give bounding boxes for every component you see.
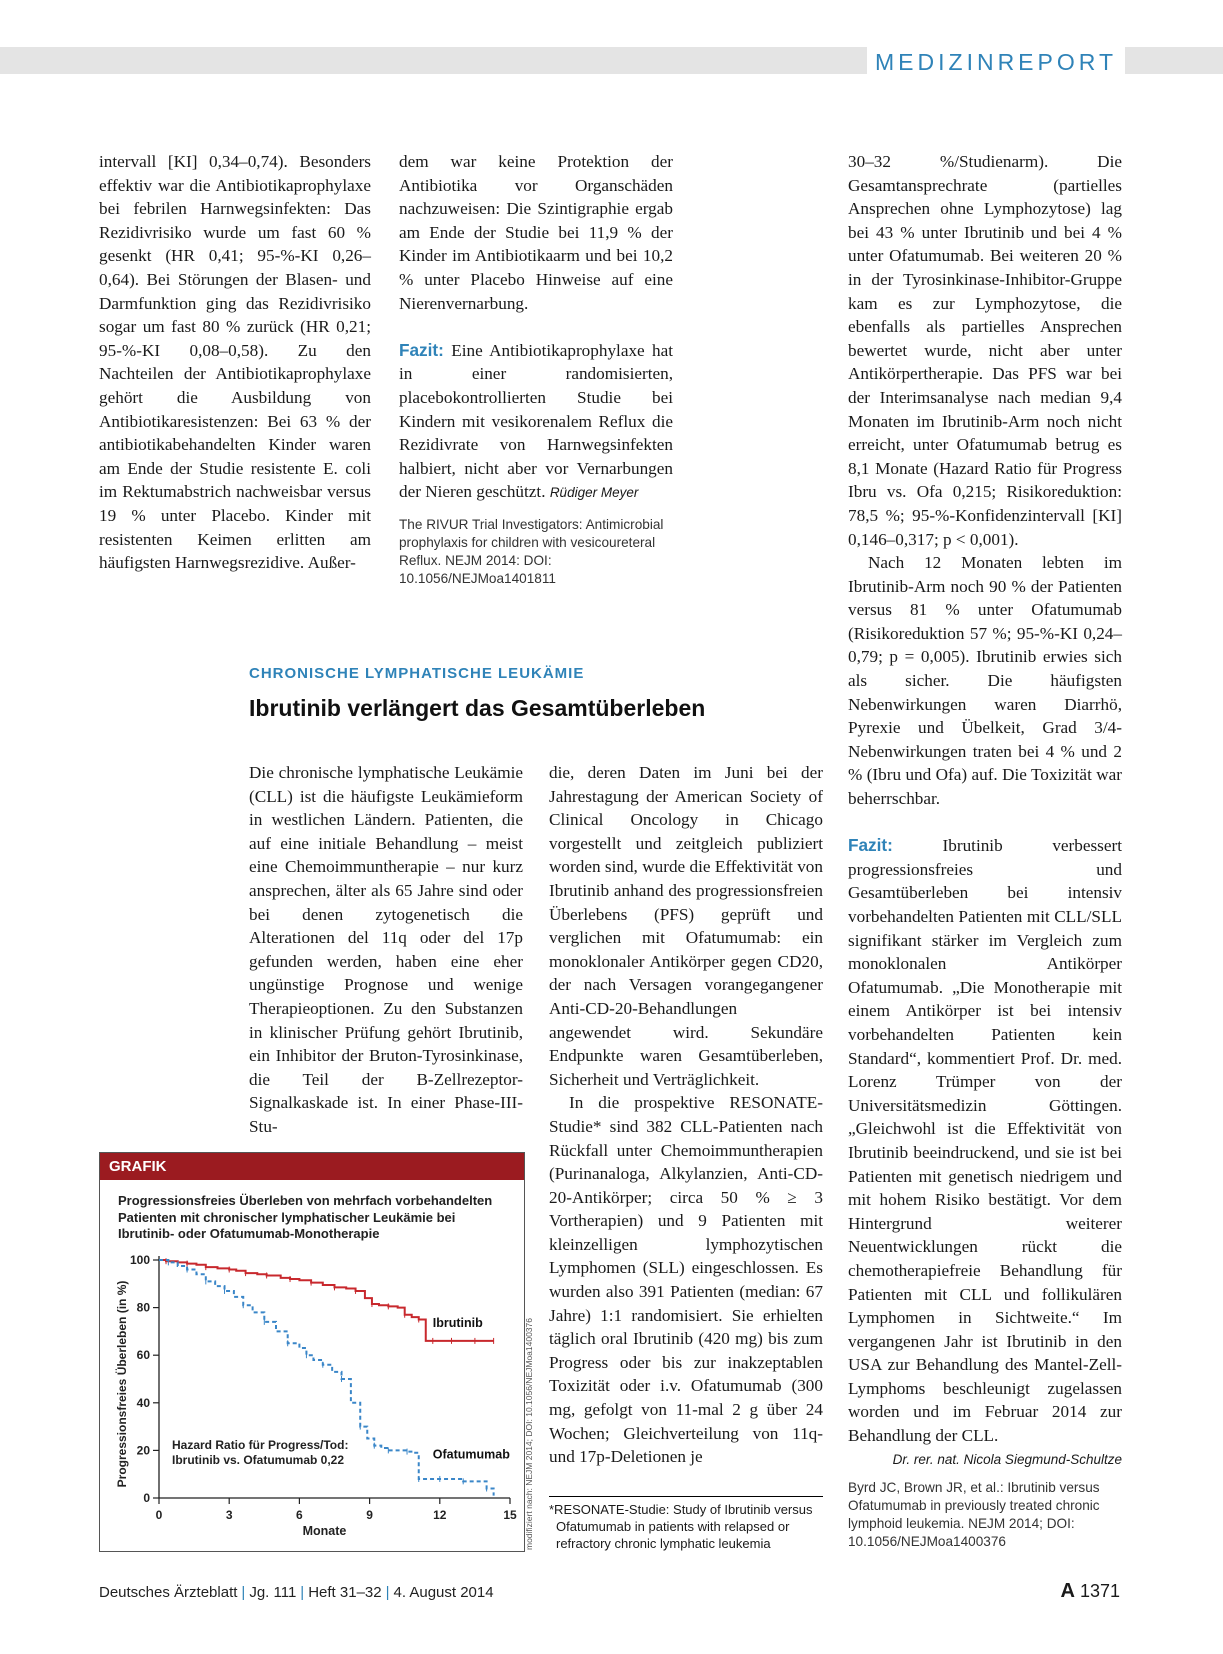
footnote-line3: refractory chronic lymphatic leukemia <box>556 1536 771 1551</box>
article2-col3-para2: Nach 12 Monaten lebten im Ibrutinib-Arm noch 90 % der Patienten versus 81 % unter Ofatumumab (Risikoreduktion 57 %; 95-%-KI 0,24–0,79; p = 0,005). Ibrutinib erwies sich als sicher. Die häufigsten Nebenwirkungen waren Diarrhö, Pyrexie und Übelkeit, Grad 3/4-Nebenwirkungen traten bei 4 % und 2 % (Ibru und Ofa) auf. Die Toxizität war beherrschbar. <box>848 553 1122 809</box>
survival-chart <box>100 1153 524 1551</box>
article2-fazit <box>848 834 1122 1471</box>
footnote-line2: Ofatumumab in patients with relapsed or <box>556 1519 790 1534</box>
page-number <box>1060 1580 1120 1603</box>
hazard-ratio-line1: Hazard Ratio für Progress/Tod: <box>172 1438 349 1452</box>
footer-date: 4. August 2014 <box>393 1584 494 1601</box>
footer-journal: Deutsches Ärzteblatt <box>99 1584 238 1601</box>
y-tick-label: 40 <box>136 1395 150 1410</box>
article1-col1-text: intervall [KI] 0,34–0,74). Besonders effektiv war die Antibiotikaprophylaxe bei febrilen Harnwegsinfekten: Das Rezidivrisiko wurde um fast 60 % gesenkt (HR 0,41; 95-%-KI 0,26–0,64). Bei Störungen der Blasen- und Darmfunktion ging das Rezidivrisiko sogar um fast 80 % zurück (HR 0,21; 95-%-KI 0,08–0,58). Zu den Nachteilen der Antibiotikaprophylaxe gehört die Ausbildung von Antibiotikaresistenzen: Bei 63 % der antibiotikabehandelten Kinder waren am Ende der Studie resistente E. coli im Rektumabstrich nachweisbar versus 19 % unter Placebo. Kinder mit resistenten Keimen erlitten am häufigsten Harnwegsrezidive. Außer- <box>99 152 371 573</box>
article1-col2-text: dem war keine Protektion der Antibiotika vor Organschäden nachzuweisen: Die Szintigraphie ergab am Ende der Studie bei 11,9 % der Kinder im Antibiotikaarm und bei 10,2 % unter Placebo Hinweise auf eine Nierenvernarbung. <box>399 152 673 313</box>
y-tick-label: 20 <box>136 1443 150 1458</box>
footer: Deutsches Ärzteblatt | Jg. 111 | Heft 31–32 | 4. August 2014 <box>99 1584 494 1601</box>
article2-column2 <box>549 761 823 1469</box>
y-tick-label: 80 <box>136 1300 150 1315</box>
y-tick-label: 60 <box>136 1348 150 1363</box>
y-tick-label: 0 <box>143 1491 150 1505</box>
article2-author: Dr. rer. nat. Nicola Siegmund-Schultze <box>892 1451 1122 1467</box>
article2-fazit-text: Ibrutinib verbessert progressionsfreies und Gesamtüberleben bei intensiv vorbehandelten Patienten mit CLL/SLL signifikant stärker im Vergleich zum monoklonalen Antikörper Ofatumumab. „Die Monotherapie mit einem Antikörper ist bei intensiv vorbehandelten Patienten kein Standard“, kommentiert Prof. Dr. med. Lorenz Trümper von der Universitätsmedizin Göttingen. „Gleichwohl ist die Effektivität von Ibrutinib beeindruckend, und sie ist bei Patienten mit genetisch niedrigem und mit hohem Risiko bestätigt. Vor dem Hintergrund weiterer Neuentwicklungen rückt die chemotherapiefreie Behandlung für Patienten mit CLL und follikulären Lymphomen in Sichtweite.“ Im vergangenen Jahr ist Ibrutinib in den USA zur Behandlung des Mantel-Zell-Lymphoms beschleunigt zugelassen worden und im Februar 2014 zur Behandlung der CLL. <box>848 836 1123 1446</box>
x-tick-label: 0 <box>155 1508 163 1522</box>
article1-fazit-label: Fazit: <box>399 339 444 360</box>
series-label-ofatumumab: Ofatumumab <box>432 1447 510 1462</box>
y-axis-label: Progressionsfreies Überleben (in %) <box>115 1280 129 1488</box>
article2-reference: Byrd JC, Brown JR, et al.: Ibrutinib versus Ofatumumab in previously treated chronic lymphoid leukemia. NEJM 2014; DOI: 10.1056/NEJMoa1400376 <box>848 1480 1100 1549</box>
x-tick-label: 9 <box>366 1508 373 1522</box>
graphic-source-text: modifiziert nach: NEJM 2014; DOI: 10.1056/NEJMoa1400376 <box>524 1318 534 1550</box>
article2-headline: Ibrutinib verlängert das Gesamtüberleben <box>249 695 706 721</box>
graphic-box <box>99 1152 525 1552</box>
y-tick-label: 100 <box>129 1253 150 1267</box>
x-tick-label: 15 <box>503 1508 517 1522</box>
article2-fazit-label: Fazit: <box>848 835 893 856</box>
x-tick-label: 6 <box>296 1508 303 1522</box>
article2-col3-para1: 30–32 %/Studienarm). Die Gesamtansprechrate (partielles Ansprechen ohne Lymphozytose) lag bei 43 % unter Ibrutinib und bei 4 % unter Ofatumumab. Bei weiteren 20 % in der Tyrosinkinase-Inhibitor-Gruppe kam es zur Lymphozytose, die ebenfalls als partielles Ansprechen bewertet wurde, nicht aber unter Antikörpertherapie. Das PFS war bei der Interimsanalyse nach median 9,4 Monaten im Ibrutinib-Arm noch nicht erreicht, unter Ofatumumab betrug es 8,1 Monate (Hazard Ratio für Progress Ibru vs. Ofa 0,215; Risikoreduktion: 78,5 %; 95-%-Konfidenzintervall [KI] 0,146–0,317; p < 0,001). <box>848 152 1122 549</box>
article1-fazit <box>399 339 673 505</box>
series-label-ibrutinib: Ibrutinib <box>432 1315 483 1330</box>
footnote-rule <box>549 1496 823 1497</box>
article1-column1 <box>99 150 371 575</box>
footnote-line1: *RESONATE-Studie: Study of Ibrutinib versus <box>549 1502 813 1517</box>
article1-reference: The RIVUR Trial Investigators: Antimicrobial prophylaxis for children with vesicoureteral Reflux. NEJM 2014: DOI: 10.1056/NEJMoa1401811 <box>399 517 664 586</box>
article2-column3 <box>848 150 1122 1471</box>
footer-issue: Heft 31–32 <box>308 1584 382 1601</box>
x-tick-label: 12 <box>433 1508 447 1522</box>
graphic-source <box>520 1318 536 1550</box>
article1-author: Rüdiger Meyer <box>549 485 639 501</box>
article1-column2 <box>399 150 673 505</box>
article1-fazit-text: Eine Antibiotikaprophylaxe hat in einer randomisierten, placebokontrollierten Studie bei Kindern mit vesikorenalem Reflux die Rezidivrate von Harnwegsinfekten halbiert, nicht aber vor Vernarbungen der Nieren geschützt. <box>399 340 674 502</box>
section-label: MEDIZINREPORT <box>867 47 1125 74</box>
article2-kicker: CHRONISCHE LYMPHATISCHE LEUKÄMIE <box>249 665 585 682</box>
article2-column1 <box>249 761 523 1139</box>
footer-volume: Jg. 111 <box>249 1584 297 1601</box>
article2-col1-text: Die chronische lymphatische Leukämie (CLL) ist die häufigste Leukämieform in westlichen Ländern. Patienten, die auf eine initiale Behandlung – meist eine Chemoimmuntherapie – nur kurz ansprechen, älter als 65 Jahre sind oder bei denen zytogenetisch die Alterationen del 11q oder del 17p gefunden werden, haben eine eher ungünstige Prognose und wenige Therapieoptionen. Zu den Substanzen in klinischer Prüfung gehört Ibrutinib, ein Inhibitor der Bruton-Tyrosinkinase, die Teil der B-Zellrezeptor-Signalkaskade ist. In einer Phase-III-Stu- <box>249 763 523 1136</box>
article2-col2-para1: die, deren Daten im Juni bei der Jahrestagung der American Society of Clinical Oncology in Chicago vorgestellt und zeitgleich publiziert worden sind, wurde die Effektivität von Ibrutinib anhand des progressionsfreien Überlebens (PFS) geprüft und verglichen mit Ofatumumab: ein monoklonaler Antikörper gegen CD20, der nach Versagen vorangegangener Anti-CD-20-Behandlungen angewendet wird. Sekundäre Endpunkte waren Gesamtüberleben, Sicherheit und Verträglichkeit. <box>549 763 823 1089</box>
footnote <box>549 1501 829 1552</box>
graphic-header: GRAFIK <box>100 1153 524 1180</box>
x-tick-label: 3 <box>225 1508 233 1522</box>
graphic-title: Progressionsfreies Überleben von mehrfach vorbehandelten Patienten mit chronischer lymphatischer Leukämie bei Ibrutinib- oder Ofatumumab-Monotherapie <box>118 1193 493 1241</box>
page-prefix: A <box>1060 1580 1075 1602</box>
x-axis-label: Monate <box>302 1524 347 1538</box>
hazard-ratio-line2: Ibrutinib vs. Ofatumumab 0,22 <box>172 1453 345 1467</box>
article2-col2-para2: In die prospektive RESONATE-Studie* sind 382 CLL-Patienten nach Rückfall unter Chemoimmuntherapien (Purinanaloga, Alkylanzien, Anti-CD-20-Antikörper; circa 50 % ≥ 3 Vortherapien) und 9 Patienten mit kleinzelligen lymphozytischen Lymphomen (SLL) eingeschlossen. Es wurden also 391 Patienten (median: 67 Jahre) 1:1 randomisiert. Sie erhielten täglich oral Ibrutinib (420 mg) bis zum Progress oder bis zur inakzeptablen Toxizität oder i.v. Ofatumumab (300 mg, gefolgt von 11-mal 2 g über 24 Wochen; Gleichverteilung von 11q- und 17p-Deletionen je <box>549 1093 823 1467</box>
page-number-value: 1371 <box>1079 1581 1120 1601</box>
